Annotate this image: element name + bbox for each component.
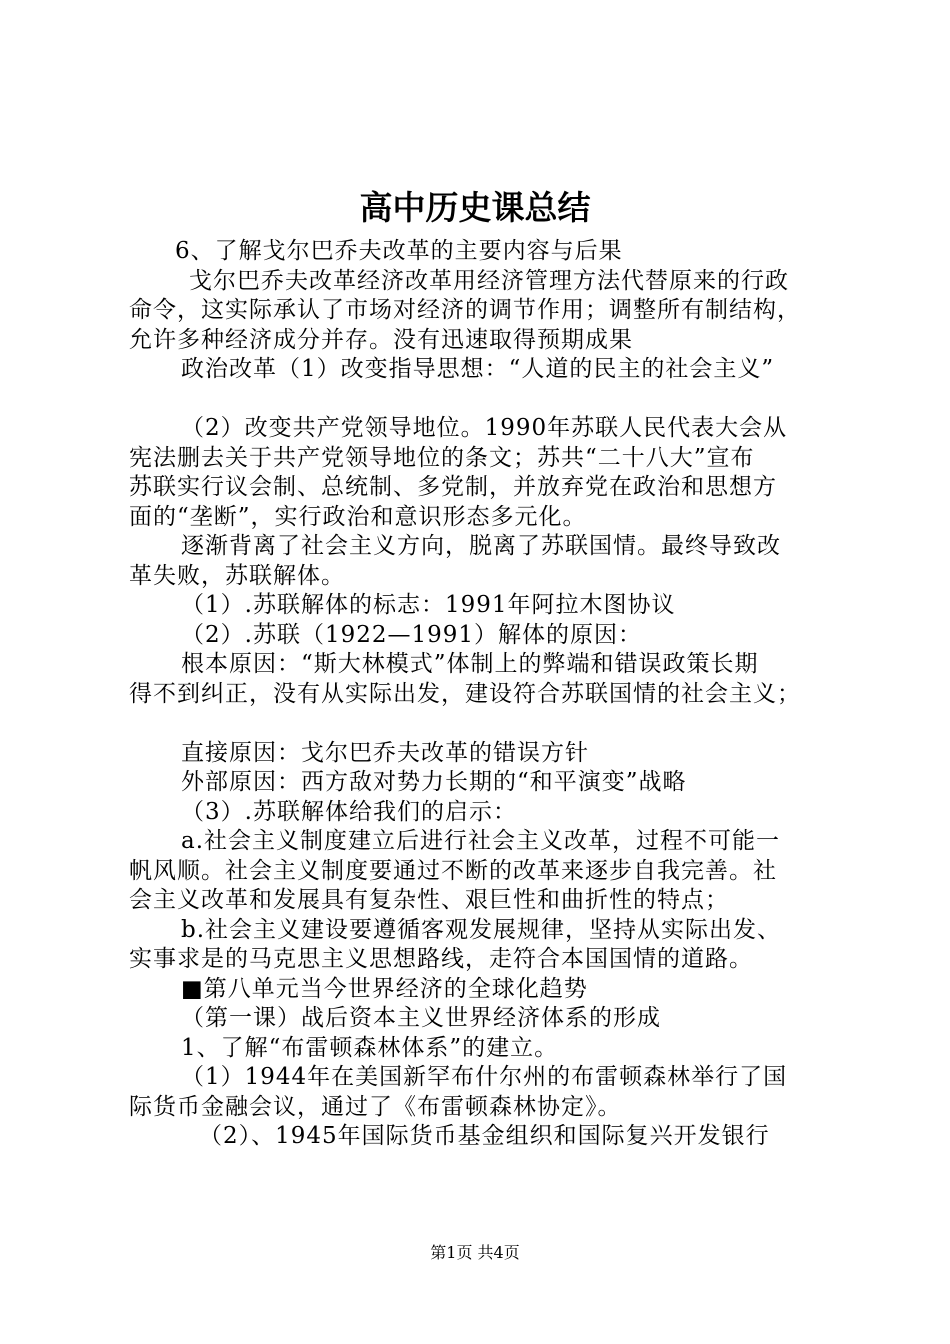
text-line: 政治改革（1）改变指导思想：“人道的民主的社会主义”	[181, 356, 775, 382]
text-line: 宪法删去关于共产党领导地位的条文；苏共“二十八大”宣布	[129, 444, 755, 471]
text-line: 帆风顺。社会主义制度要通过不断的改革来逐步自我完善。社	[129, 857, 777, 884]
text-line: （1）.苏联解体的标志：1991年阿拉木图协议	[181, 592, 676, 618]
text-line: 允许多种经济成分并存。没有迅速取得预期成果	[129, 326, 633, 353]
text-line: 6、了解戈尔巴乔夫改革的主要内容与后果	[175, 238, 623, 264]
text-line: （3）.苏联解体给我们的启示：	[181, 798, 517, 825]
text-line: 直接原因：戈尔巴乔夫改革的错误方针	[181, 739, 589, 766]
document-title: 高中历史课总结	[359, 188, 591, 227]
text-line: 革失败，苏联解体。	[129, 562, 345, 589]
text-line: 会主义改革和发展具有复杂性、艰巨性和曲折性的特点；	[129, 887, 729, 913]
text-line: （2）改变共产党领导地位。1990年苏联人民代表大会从	[181, 415, 788, 441]
text-line: 面的“垄断”，实行政治和意识形态多元化。	[129, 503, 587, 530]
document-body	[129, 237, 829, 1152]
text-line: （第一课）战后资本主义世界经济体系的形成	[181, 1005, 661, 1031]
text-line: 实事求是的马克思主义思想路线，走符合本国国情的道路。	[129, 946, 753, 972]
text-line: b.社会主义建设要遵循客观发展规律，坚持从实际出发、	[181, 916, 782, 943]
blank-line	[129, 385, 829, 415]
text-line: ■第八单元当今世界经济的全球化趋势	[181, 975, 588, 1002]
text-line: 得不到纠正，没有从实际出发，建设符合苏联国情的社会主义；	[129, 680, 801, 707]
blank-line	[129, 709, 829, 739]
text-line: 1、了解“布雷顿森林体系”的建立。	[181, 1034, 559, 1061]
text-line: 外部原因：西方敌对势力长期的“和平演变”战略	[181, 769, 687, 795]
text-line: 苏联实行议会制、总统制、多党制，并放弃党在政治和思想方	[129, 474, 777, 500]
text-line: 命令，这实际承认了市场对经济的调节作用；调整所有制结构，	[129, 297, 801, 323]
text-line: a.社会主义制度建立后进行社会主义改革，过程不可能一	[181, 828, 781, 854]
text-line: （2）、1945年国际货币基金组织和国际复兴开发银行	[199, 1123, 770, 1149]
text-line: 逐渐背离了社会主义方向，脱离了苏联国情。最终导致改	[181, 533, 781, 559]
text-line: （1）1944年在美国新罕布什尔州的布雷顿森林举行了国	[181, 1064, 788, 1090]
text-line: （2）.苏联（1922—1991）解体的原因：	[181, 621, 643, 648]
text-line: 际货币金融会议，通过了《布雷顿森林协定》。	[129, 1093, 622, 1120]
text-line: 戈尔巴乔夫改革经济改革用经济管理方法代替原来的行政	[189, 267, 789, 294]
page-footer: 第1页 共4页	[430, 1243, 520, 1262]
text-line: 根本原因：“斯大林模式”体制上的弊端和错误政策长期	[181, 651, 759, 677]
